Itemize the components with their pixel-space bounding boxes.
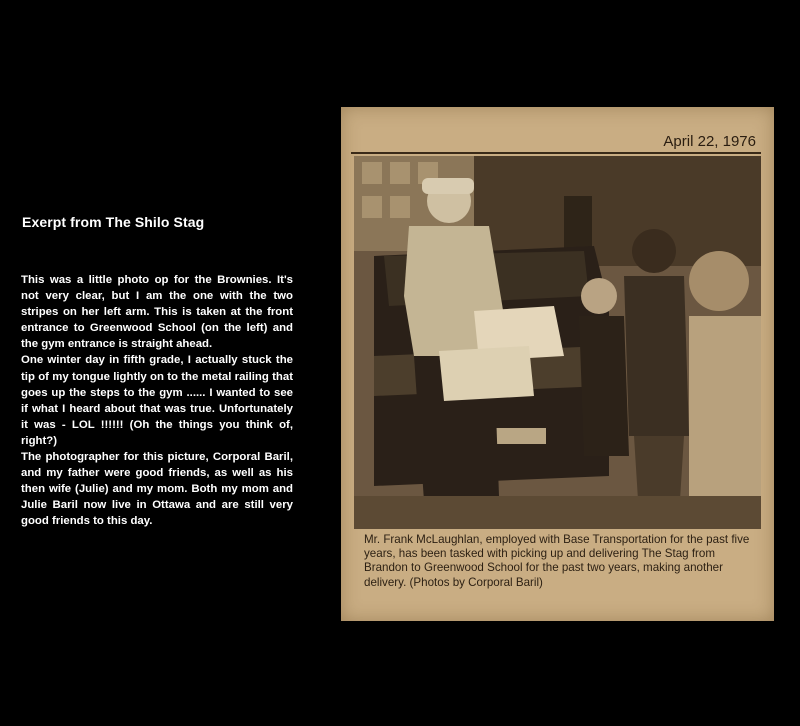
paragraph-brownies: This was a little photo op for the Brownies. It's not very clear, but I am the one with the two stripes on her left arm. This is taken at the front entrance to Greenwood School (on the left) and the gym entrance is straight ahead. [21, 274, 293, 351]
photo-illustration [354, 156, 761, 529]
clipping-rule [351, 152, 761, 154]
clipping-date: April 22, 1976 [663, 133, 756, 150]
newspaper-clipping [341, 107, 774, 621]
clipping-photo [354, 156, 761, 529]
body-text [21, 272, 293, 530]
page-heading: Exerpt from The Shilo Stag [22, 214, 205, 230]
paragraph-tongue-story: One winter day in fifth grade, I actually stuck the tip of my tongue lightly on to the metal railing that goes up the steps to the gym ...... I wanted to see if what I heard about that was true. Unfortunately it was - LOL !!!!!! (Oh the things you think of, right?) [21, 354, 293, 447]
paragraph-photographer: The photographer for this picture, Corporal Baril, and my father were good friends, as well as his then wife (Julie) and my mom. Both my mom and Julie Baril now live in Ottawa and are still very good friends to this day. [21, 451, 293, 528]
clipping-caption: Mr. Frank McLaughlan, employed with Base Transportation for the past five years, has been tasked with picking up and delivering The Stag from Brandon to Greenwood School for the past two years, making another delivery. (Photos by Corporal Baril) [364, 533, 750, 589]
